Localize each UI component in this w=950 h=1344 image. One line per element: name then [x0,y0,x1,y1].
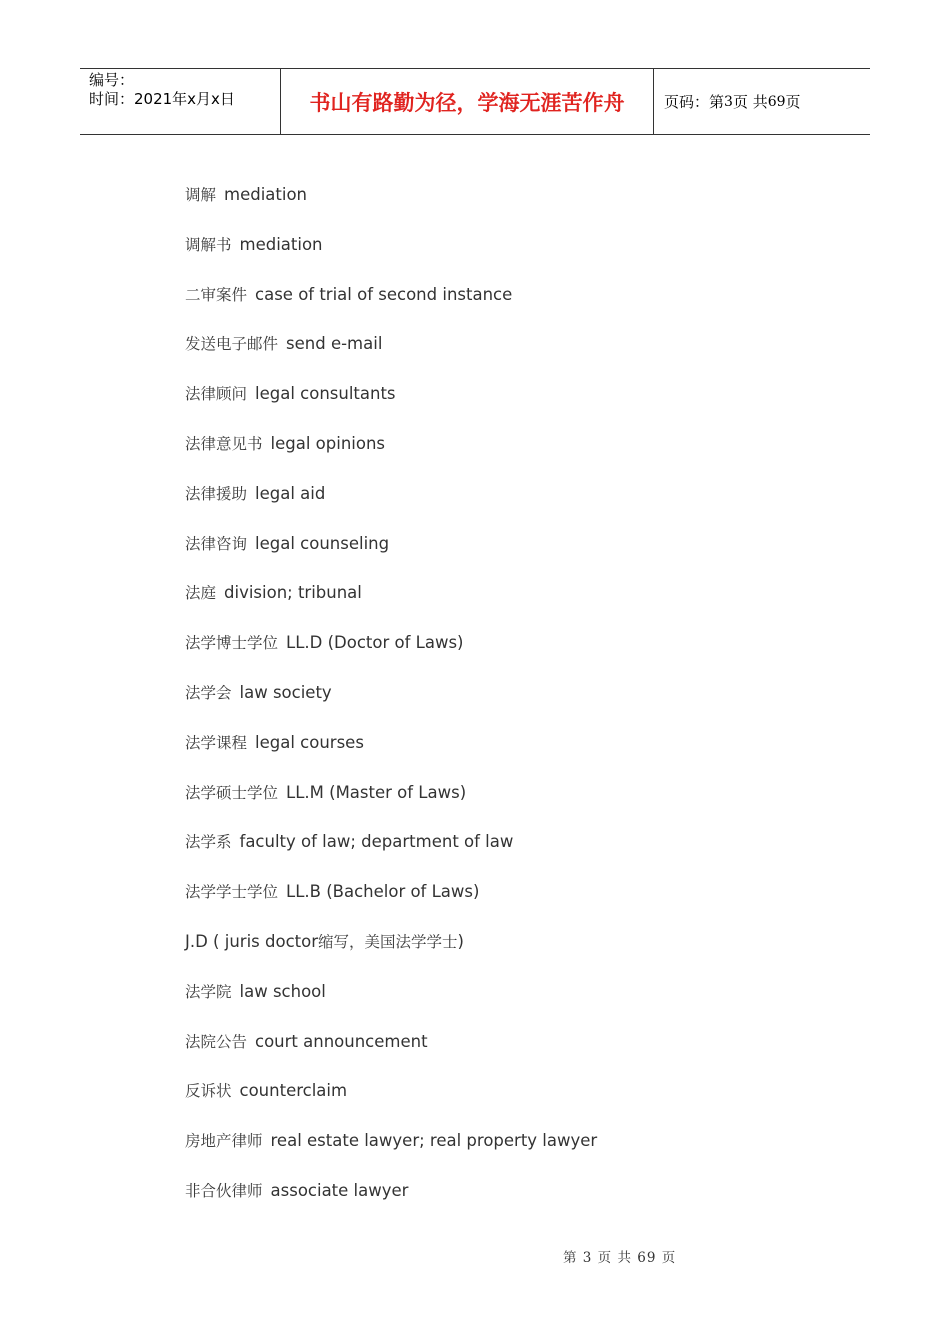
term-zh: 法律咨询 [185,534,248,553]
page-header [80,68,870,135]
header-motto: 书山有路勤为径，学海无涯苦作舟 [281,69,654,134]
header-meta [80,69,281,134]
glossary-entry [185,282,865,332]
term-zh: 法院公告 [185,1032,248,1051]
term-en: mediation [224,185,308,204]
term-en: mediation [239,234,323,254]
term-en: counterclaim [239,1081,348,1101]
glossary-entry [185,481,865,531]
term-en: LL.D (Doctor of Laws) [286,633,464,653]
page-total: 69 [767,93,786,110]
term-zh: 反诉状 [185,1082,232,1101]
document-number-label: 编号： [89,71,135,89]
glossary-entry [185,331,865,381]
glossary-entry [185,182,865,232]
glossary-entry [185,780,865,830]
term-zh: 二审案件 [185,285,248,304]
term-zh: 法学院 [185,982,232,1001]
page-footer: 第 3 页 共 69 页 [563,1250,677,1266]
term-zh: 法律顾问 [185,385,248,404]
term-zh: 调解书 [185,235,232,254]
glossary-entry [185,1178,865,1228]
term-en: division; tribunal [224,583,362,603]
term-en: court announcement [255,1031,428,1051]
term-zh: 法律意见书 [185,434,263,453]
term-en: LL.B (Bachelor of Laws) [286,882,480,902]
glossary-entry [185,879,865,929]
term-en: legal aid [255,483,326,503]
glossary-entry [185,580,865,630]
glossary-entry [185,929,865,979]
glossary-entry [185,979,865,1029]
term-en: J.D ( juris doctor [185,931,318,951]
glossary-entry [185,531,865,581]
page-prefix: 页码：第 [664,93,725,111]
page-current: 3 [724,93,733,110]
term-en: legal opinions [270,433,386,453]
glossary-entry [185,381,865,431]
term-zh: 法律援助 [185,484,248,503]
term-en: associate lawyer [270,1180,409,1200]
term-en: faculty of law; department of law [239,832,514,852]
term-zh: 房地产律师 [185,1132,263,1151]
term-zh: 法庭 [185,584,217,603]
term-en: legal counseling [255,533,390,553]
glossary-entry [185,680,865,730]
term-zh: 法学学士学位 [185,883,279,902]
page-suffix: 页 [785,93,801,111]
term-zh: 法学课程 [185,733,248,752]
glossary-entry [185,829,865,879]
glossary-entry [185,1128,865,1178]
term-en: send e-mail [286,334,383,354]
glossary-entry [185,730,865,780]
term-en: legal consultants [255,384,396,404]
term-en: law school [239,981,326,1001]
term-zh: 发送电子邮件 [185,335,279,354]
glossary-entry [185,1078,865,1128]
term-en: LL.M (Master of Laws) [286,782,467,802]
term-zh: 法学系 [185,833,232,852]
glossary-entry [185,1029,865,1079]
term-en: law society [239,682,332,702]
page-mid: 页 共 [732,93,768,111]
glossary-entry [185,431,865,481]
header-page-info [654,69,870,134]
document-time-label: 时间：2021年x月x日 [89,90,235,108]
term-zh: 非合伙律师 [185,1181,263,1200]
term-en: real estate lawyer; real property lawyer [270,1131,598,1151]
glossary-entry [185,630,865,680]
term-en: case of trial of second instance [255,284,513,304]
term-en: legal courses [255,732,364,752]
glossary-entry [185,232,865,282]
term-zh: 调解 [185,186,217,204]
term-zh: 法学硕士学位 [185,783,279,802]
glossary-list [185,182,865,1228]
term-zh: 法学会 [185,683,232,702]
term-en-suffix: ) [457,931,464,951]
term-zh: 法学博士学位 [185,634,279,653]
term-zh: 缩写，美国法学学士 [317,932,458,951]
